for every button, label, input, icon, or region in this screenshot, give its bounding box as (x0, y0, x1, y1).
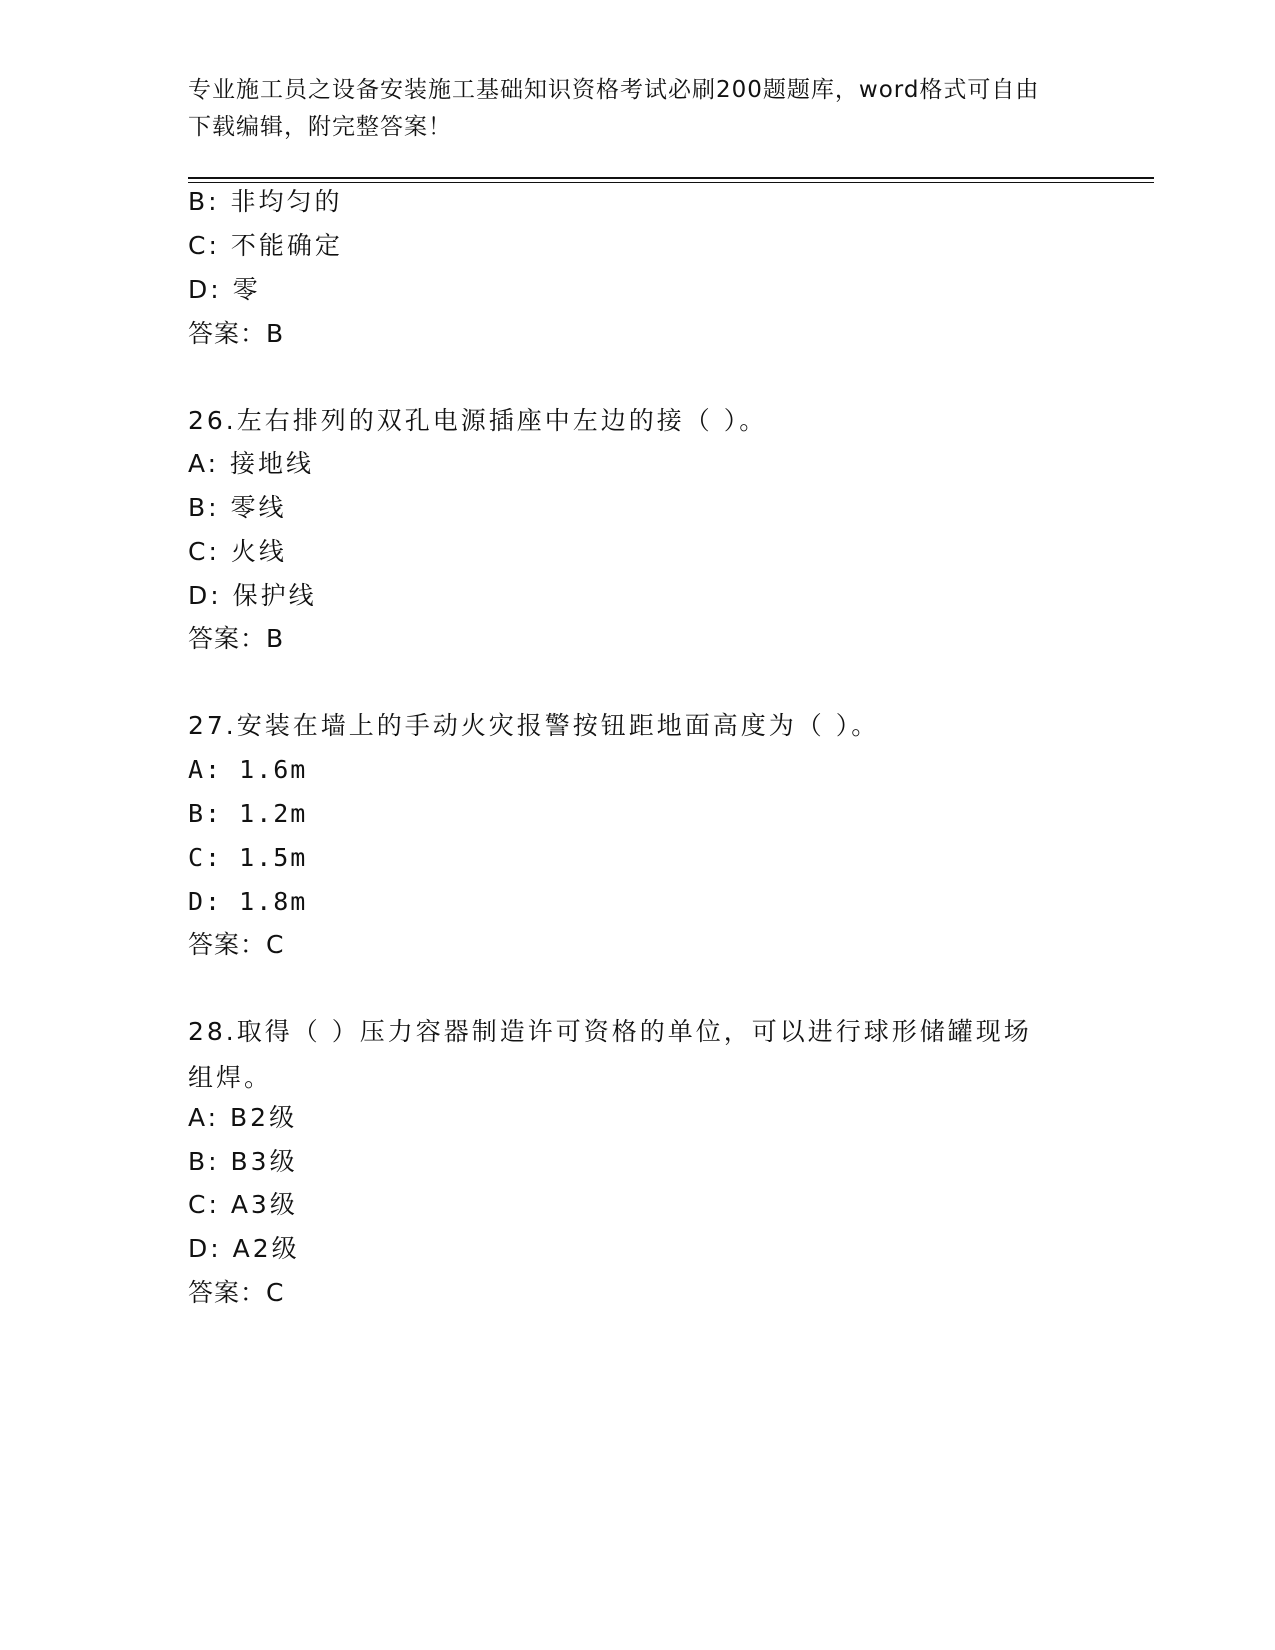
question-26-option-c: C: 火线 (188, 537, 287, 566)
header-divider-thick (188, 177, 1154, 179)
header-title-line-1: 专业施工员之设备安装施工基础知识资格考试必刷200题题库，word格式可自由 (188, 77, 1040, 103)
question-28-option-c: C: A3级 (188, 1190, 298, 1219)
option-c: C: 不能确定 (188, 231, 343, 260)
document-header (188, 72, 1068, 146)
question-26-answer: 答案：B (188, 624, 285, 653)
question-27-option-b: B: 1.2m (188, 799, 308, 828)
question-28-answer: 答案：C (188, 1278, 285, 1307)
header-title-line-2: 下载编辑，附完整答案！ (188, 114, 452, 140)
question-28-text-line-1: 28.取得（ ）压力容器制造许可资格的单位，可以进行球形储罐现场 (188, 1017, 1032, 1046)
question-26-option-b: B: 零线 (188, 493, 287, 522)
question-28-text-line-2: 组焊。 (188, 1063, 273, 1092)
option-d: D: 零 (188, 275, 261, 304)
question-26-text: 26.左右排列的双孔电源插座中左边的接（ ）。 (188, 406, 768, 435)
question-28-option-a: A: B2级 (188, 1103, 298, 1132)
question-26-option-a: A: 接地线 (188, 449, 315, 478)
question-28-option-d: D: A2级 (188, 1234, 300, 1263)
answer-label: 答案：B (188, 319, 285, 348)
header-divider-thin (188, 182, 1154, 183)
question-27-text: 27.安装在墙上的手动火灾报警按钮距地面高度为（ ）。 (188, 711, 880, 740)
question-27-option-a: A: 1.6m (188, 755, 308, 784)
question-27-option-d: D: 1.8m (188, 887, 308, 916)
question-28-option-b: B: B3级 (188, 1147, 298, 1176)
question-27-answer: 答案：C (188, 930, 285, 959)
question-28-text (188, 1009, 1068, 1101)
question-27-option-c: C: 1.5m (188, 843, 308, 872)
option-b: B: 非均匀的 (188, 187, 343, 216)
question-26-option-d: D: 保护线 (188, 581, 317, 610)
